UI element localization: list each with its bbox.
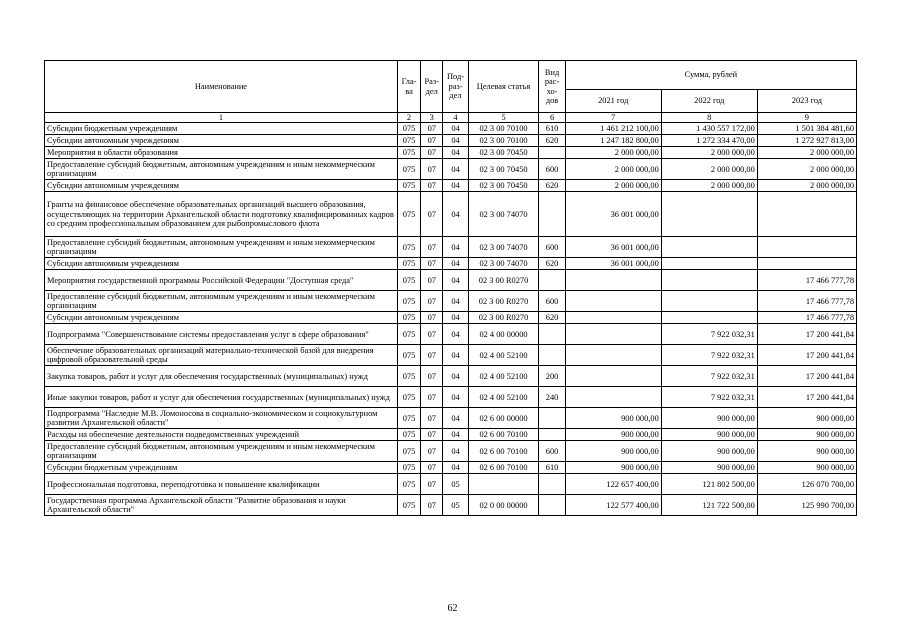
row-amount-2021 [565, 387, 661, 408]
row-name: Профессиональная подготовка, переподготовка и повышение квалификации [45, 474, 398, 495]
budget-table [44, 60, 857, 516]
row-razdel: 07 [421, 324, 443, 345]
row-amount-2022: 1 272 334 470,00 [661, 135, 757, 147]
header-year-2022: 2022 год [661, 90, 757, 113]
row-glava: 075 [397, 345, 420, 366]
row-name: Иные закупки товаров, работ и услуг для обеспечения государственных (муниципальных) нужд [45, 387, 398, 408]
row-target: 02 3 00 74070 [468, 192, 539, 237]
row-amount-2021: 36 001 000,00 [565, 192, 661, 237]
row-amount-2022: 121 802 500,00 [661, 474, 757, 495]
row-amount-2022 [661, 312, 757, 324]
row-amount-2021 [565, 291, 661, 312]
row-razdel: 07 [421, 474, 443, 495]
table-row [45, 270, 857, 291]
row-glava: 075 [397, 291, 420, 312]
row-glava: 075 [397, 135, 420, 147]
table-row [45, 345, 857, 366]
row-name: Подпрограмма "Наследие М.В. Ломоносова в социально-экономическом и социокультурном развитии Архангельской области" [45, 408, 398, 429]
row-razdel: 07 [421, 123, 443, 135]
row-name: Субсидии автономным учреждениям [45, 258, 398, 270]
row-name: Расходы на обеспечение деятельности подведомственных учреждений [45, 429, 398, 441]
row-podrazdel: 04 [443, 159, 468, 180]
row-razdel: 07 [421, 135, 443, 147]
row-target: 02 4 00 52100 [468, 387, 539, 408]
row-razdel: 07 [421, 312, 443, 324]
row-target: 02 3 00 70100 [468, 135, 539, 147]
table-row [45, 192, 857, 237]
row-razdel: 07 [421, 462, 443, 474]
row-amount-2022 [661, 270, 757, 291]
row-podrazdel: 04 [443, 123, 468, 135]
row-amount-2022: 7 922 032,31 [661, 345, 757, 366]
row-amount-2021: 36 001 000,00 [565, 258, 661, 270]
row-name: Предоставление субсидий бюджетным, автономным учреждениям и иным некоммерческим организациям [45, 237, 398, 258]
row-target: 02 6 00 70100 [468, 462, 539, 474]
row-amount-2023: 900 000,00 [757, 462, 856, 474]
row-vid: 200 [539, 366, 565, 387]
table-row [45, 474, 857, 495]
table-row [45, 123, 857, 135]
row-razdel: 07 [421, 258, 443, 270]
row-amount-2023 [757, 258, 856, 270]
row-podrazdel: 04 [443, 135, 468, 147]
row-vid [539, 429, 565, 441]
row-razdel: 07 [421, 147, 443, 159]
column-number: 8 [661, 113, 757, 123]
row-amount-2021 [565, 366, 661, 387]
row-name: Гранты на финансовое обеспечение образовательных организаций высшего образования, осуществляющих на территории Архангельской области подготовку квалифицированных кадров со средним профессиональным образованием для рыбопромыслового флота [45, 192, 398, 237]
row-amount-2021 [565, 270, 661, 291]
row-amount-2021: 122 657 400,00 [565, 474, 661, 495]
row-amount-2021: 122 577 400,00 [565, 495, 661, 516]
row-amount-2021: 36 001 000,00 [565, 237, 661, 258]
table-row [45, 441, 857, 462]
row-target: 02 3 00 R0270 [468, 291, 539, 312]
row-glava: 075 [397, 237, 420, 258]
row-name: Обеспечение образовательных организаций материально-технической базой для внедрения цифровой образовательной среды [45, 345, 398, 366]
row-vid [539, 192, 565, 237]
row-amount-2023: 2 000 000,00 [757, 147, 856, 159]
row-amount-2022 [661, 258, 757, 270]
row-vid: 600 [539, 291, 565, 312]
row-amount-2023: 900 000,00 [757, 408, 856, 429]
column-number: 4 [443, 113, 468, 123]
row-target: 02 3 00 70100 [468, 123, 539, 135]
row-glava: 075 [397, 123, 420, 135]
table-row [45, 462, 857, 474]
page-number: 62 [447, 603, 458, 614]
row-target: 02 6 00 70100 [468, 441, 539, 462]
row-podrazdel: 04 [443, 462, 468, 474]
row-target: 02 3 00 70450 [468, 159, 539, 180]
row-amount-2023: 17 200 441,84 [757, 324, 856, 345]
row-target: 02 6 00 70100 [468, 429, 539, 441]
table-row [45, 237, 857, 258]
row-glava: 075 [397, 312, 420, 324]
row-vid: 600 [539, 159, 565, 180]
header-name: Наименование [45, 61, 398, 113]
row-name: Мероприятия государственной программы Российской Федерации "Доступная среда" [45, 270, 398, 291]
row-glava: 075 [397, 366, 420, 387]
row-vid: 610 [539, 462, 565, 474]
header-year-2023: 2023 год [757, 90, 856, 113]
table-row [45, 159, 857, 180]
row-glava: 075 [397, 324, 420, 345]
row-amount-2021: 2 000 000,00 [565, 180, 661, 192]
row-podrazdel: 04 [443, 192, 468, 237]
row-amount-2021 [565, 324, 661, 345]
row-razdel: 07 [421, 429, 443, 441]
row-amount-2023: 2 000 000,00 [757, 159, 856, 180]
row-target: 02 3 00 R0270 [468, 312, 539, 324]
row-podrazdel: 04 [443, 291, 468, 312]
row-vid: 620 [539, 135, 565, 147]
row-name: Субсидии бюджетным учреждениям [45, 123, 398, 135]
table-row [45, 429, 857, 441]
row-target: 02 3 00 70450 [468, 180, 539, 192]
row-amount-2022: 121 722 500,00 [661, 495, 757, 516]
row-razdel: 07 [421, 387, 443, 408]
row-podrazdel: 04 [443, 441, 468, 462]
row-amount-2023: 17 200 441,84 [757, 366, 856, 387]
row-amount-2023: 1 501 384 481,60 [757, 123, 856, 135]
row-vid [539, 345, 565, 366]
row-podrazdel: 04 [443, 345, 468, 366]
table-row [45, 408, 857, 429]
row-target: 02 3 00 74070 [468, 258, 539, 270]
row-amount-2022: 2 000 000,00 [661, 147, 757, 159]
row-amount-2023: 1 272 927 813,00 [757, 135, 856, 147]
row-name: Субсидии автономным учреждениям [45, 312, 398, 324]
row-amount-2022: 2 000 000,00 [661, 180, 757, 192]
table-row [45, 324, 857, 345]
column-number: 7 [565, 113, 661, 123]
table-row [45, 147, 857, 159]
table-row [45, 291, 857, 312]
header-year-2021: 2021 год [565, 90, 661, 113]
row-podrazdel: 04 [443, 312, 468, 324]
row-amount-2023: 17 200 441,84 [757, 387, 856, 408]
row-glava: 075 [397, 495, 420, 516]
row-amount-2023: 126 070 700,00 [757, 474, 856, 495]
row-amount-2023: 125 990 700,00 [757, 495, 856, 516]
column-number: 5 [468, 113, 539, 123]
row-amount-2022 [661, 237, 757, 258]
row-vid: 240 [539, 387, 565, 408]
row-target: 02 3 00 70450 [468, 147, 539, 159]
row-name: Субсидии автономным учреждениям [45, 135, 398, 147]
row-amount-2022 [661, 291, 757, 312]
row-vid [539, 408, 565, 429]
header-target: Целевая статья [468, 61, 539, 113]
row-target [468, 474, 539, 495]
row-name: Мероприятия в области образования [45, 147, 398, 159]
row-vid: 620 [539, 180, 565, 192]
row-target: 02 3 00 R0270 [468, 270, 539, 291]
row-vid [539, 324, 565, 345]
row-target: 02 3 00 74070 [468, 237, 539, 258]
row-vid: 620 [539, 258, 565, 270]
table-row [45, 180, 857, 192]
row-razdel: 07 [421, 366, 443, 387]
column-number: 2 [397, 113, 420, 123]
row-name: Подпрограмма "Совершенствование системы предоставления услуг в сфере образования" [45, 324, 398, 345]
row-glava: 075 [397, 408, 420, 429]
row-glava: 075 [397, 258, 420, 270]
row-razdel: 07 [421, 408, 443, 429]
column-number: 9 [757, 113, 856, 123]
row-amount-2022: 900 000,00 [661, 462, 757, 474]
row-podrazdel: 04 [443, 258, 468, 270]
row-glava: 075 [397, 462, 420, 474]
row-target: 02 0 00 00000 [468, 495, 539, 516]
row-amount-2021 [565, 345, 661, 366]
row-razdel: 07 [421, 495, 443, 516]
row-podrazdel: 04 [443, 237, 468, 258]
row-razdel: 07 [421, 345, 443, 366]
row-amount-2022: 7 922 032,31 [661, 387, 757, 408]
table-row [45, 258, 857, 270]
row-amount-2022: 7 922 032,31 [661, 366, 757, 387]
row-amount-2021: 900 000,00 [565, 408, 661, 429]
row-glava: 075 [397, 180, 420, 192]
row-amount-2022 [661, 192, 757, 237]
row-razdel: 07 [421, 159, 443, 180]
row-razdel: 07 [421, 192, 443, 237]
row-podrazdel: 05 [443, 495, 468, 516]
row-name: Предоставление субсидий бюджетным, автономным учреждениям и иным некоммерческим организациям [45, 291, 398, 312]
row-amount-2021: 900 000,00 [565, 441, 661, 462]
row-glava: 075 [397, 159, 420, 180]
row-podrazdel: 04 [443, 366, 468, 387]
row-name: Субсидии бюджетным учреждениям [45, 462, 398, 474]
row-glava: 075 [397, 270, 420, 291]
row-vid [539, 474, 565, 495]
row-amount-2021: 900 000,00 [565, 462, 661, 474]
row-razdel: 07 [421, 441, 443, 462]
row-podrazdel: 04 [443, 429, 468, 441]
row-name: Предоставление субсидий бюджетным, автономным учреждениям и иным некоммерческим организациям [45, 441, 398, 462]
row-razdel: 07 [421, 237, 443, 258]
row-amount-2023: 17 466 777,78 [757, 270, 856, 291]
row-amount-2023 [757, 237, 856, 258]
row-vid: 610 [539, 123, 565, 135]
row-razdel: 07 [421, 180, 443, 192]
row-vid: 600 [539, 441, 565, 462]
row-amount-2022: 2 000 000,00 [661, 159, 757, 180]
row-amount-2022: 900 000,00 [661, 441, 757, 462]
row-glava: 075 [397, 474, 420, 495]
table-row [45, 495, 857, 516]
row-vid [539, 270, 565, 291]
header-sum: Сумма, рублей [565, 61, 856, 90]
row-vid [539, 495, 565, 516]
row-glava: 075 [397, 429, 420, 441]
row-podrazdel: 04 [443, 408, 468, 429]
row-amount-2023: 17 466 777,78 [757, 312, 856, 324]
row-vid [539, 147, 565, 159]
row-amount-2021: 2 000 000,00 [565, 159, 661, 180]
header-podrazdel: Под-раз-дел [443, 61, 468, 113]
table-row [45, 312, 857, 324]
column-number: 6 [539, 113, 565, 123]
row-razdel: 07 [421, 270, 443, 291]
row-vid: 620 [539, 312, 565, 324]
row-amount-2021 [565, 312, 661, 324]
row-amount-2023 [757, 192, 856, 237]
row-amount-2022: 7 922 032,31 [661, 324, 757, 345]
row-amount-2021: 1 461 212 100,00 [565, 123, 661, 135]
row-target: 02 4 00 52100 [468, 366, 539, 387]
row-amount-2023: 900 000,00 [757, 429, 856, 441]
row-razdel: 07 [421, 291, 443, 312]
row-amount-2023: 900 000,00 [757, 441, 856, 462]
row-podrazdel: 04 [443, 324, 468, 345]
row-amount-2021: 1 247 182 800,00 [565, 135, 661, 147]
row-glava: 075 [397, 147, 420, 159]
row-vid: 600 [539, 237, 565, 258]
row-amount-2023: 17 200 441,84 [757, 345, 856, 366]
row-amount-2022: 900 000,00 [661, 429, 757, 441]
header-glava: Гла-ва [397, 61, 420, 113]
table-row [45, 387, 857, 408]
row-name: Государственная программа Архангельской области "Развитие образования и науки Архангельской области" [45, 495, 398, 516]
row-amount-2023: 2 000 000,00 [757, 180, 856, 192]
header-row [45, 61, 857, 90]
row-target: 02 4 00 52100 [468, 345, 539, 366]
row-glava: 075 [397, 441, 420, 462]
table-row [45, 135, 857, 147]
row-amount-2022: 900 000,00 [661, 408, 757, 429]
table-row [45, 366, 857, 387]
row-podrazdel: 04 [443, 387, 468, 408]
column-number: 3 [421, 113, 443, 123]
column-number-row [45, 113, 857, 123]
row-amount-2021: 900 000,00 [565, 429, 661, 441]
row-podrazdel: 04 [443, 180, 468, 192]
row-glava: 075 [397, 387, 420, 408]
row-amount-2021: 2 000 000,00 [565, 147, 661, 159]
row-podrazdel: 04 [443, 270, 468, 291]
row-target: 02 4 00 00000 [468, 324, 539, 345]
column-number: 1 [45, 113, 398, 123]
row-name: Предоставление субсидий бюджетным, автономным учреждениям и иным некоммерческим организациям [45, 159, 398, 180]
row-amount-2023: 17 466 777,78 [757, 291, 856, 312]
row-podrazdel: 04 [443, 147, 468, 159]
row-name: Субсидии автономным учреждениям [45, 180, 398, 192]
row-name: Закупка товаров, работ и услуг для обеспечения государственных (муниципальных) нужд [45, 366, 398, 387]
header-vid: Вид рас-хо-дов [539, 61, 565, 113]
row-target: 02 6 00 00000 [468, 408, 539, 429]
row-amount-2022: 1 430 557 172,00 [661, 123, 757, 135]
header-razdel: Раз-дел [421, 61, 443, 113]
row-glava: 075 [397, 192, 420, 237]
row-podrazdel: 05 [443, 474, 468, 495]
